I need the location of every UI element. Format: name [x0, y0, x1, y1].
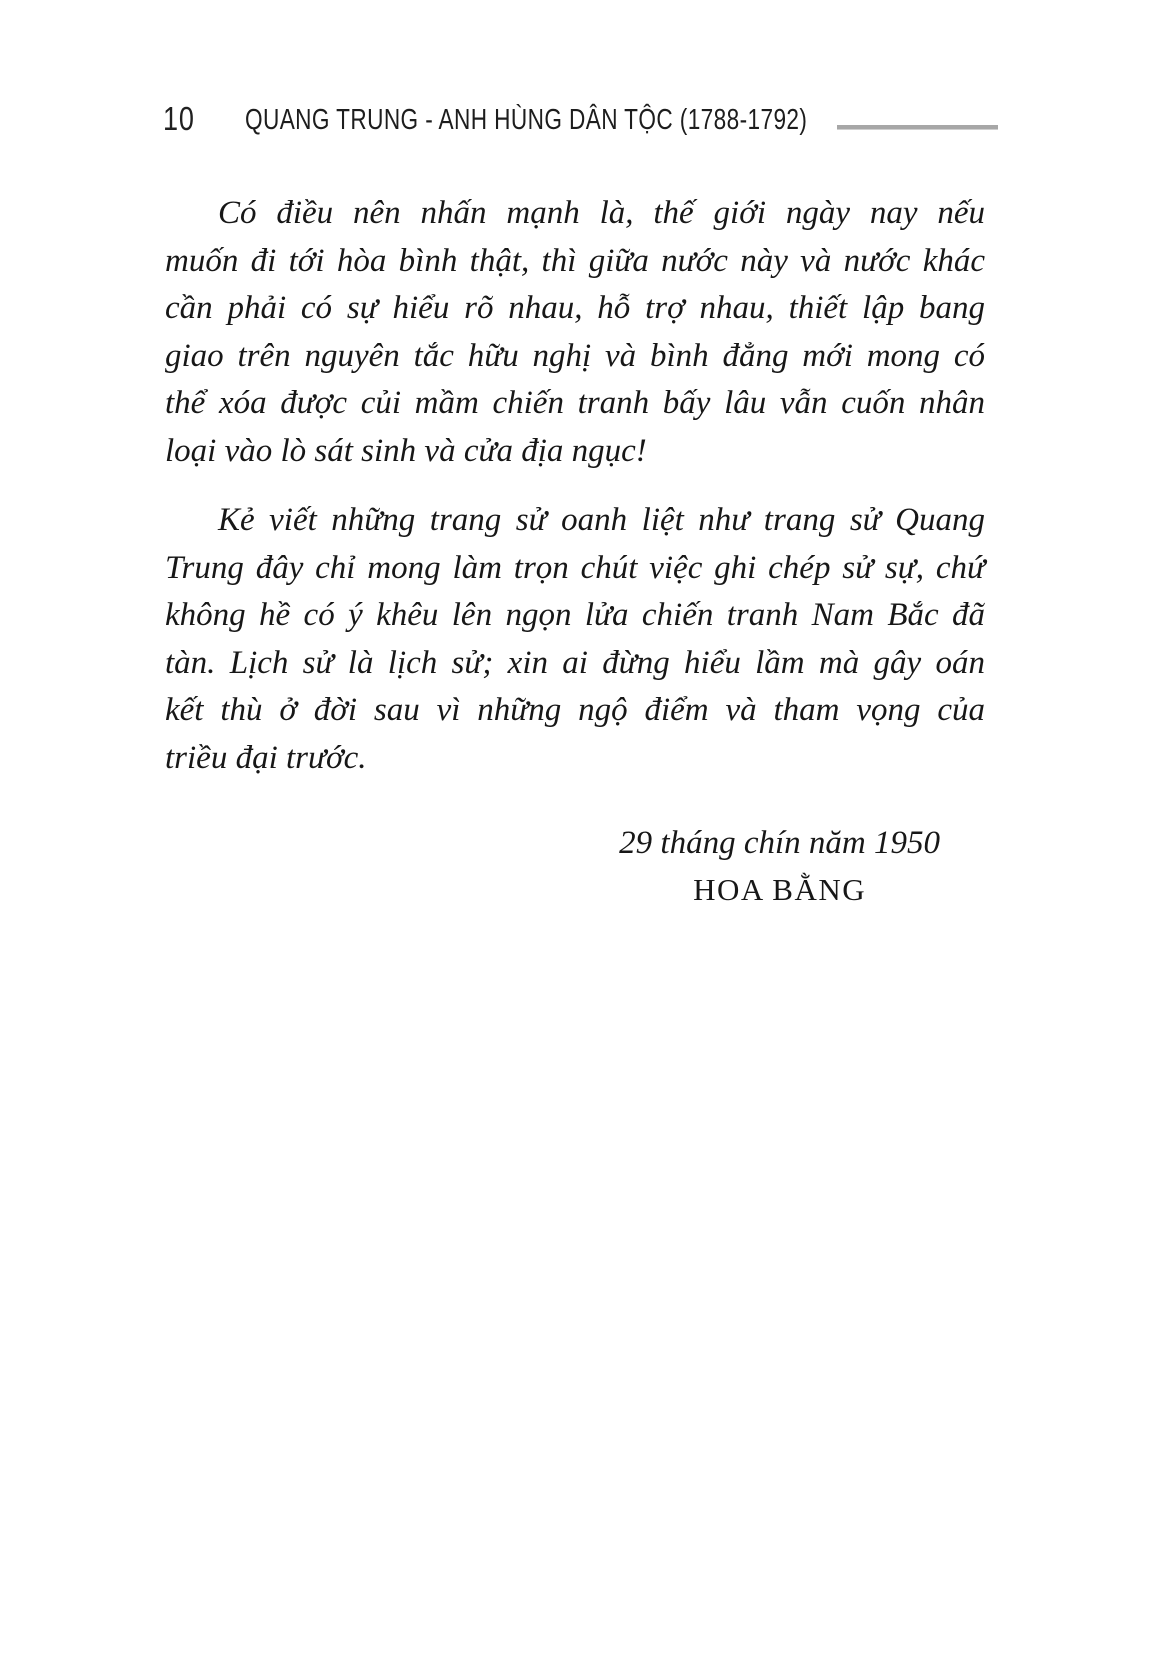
text-line: kết thù ở đời sau vì những ngộ điểm và tham vọng của — [165, 692, 985, 728]
text-line: giao trên nguyên tắc hữu nghị và bình đẳng mới mong có — [165, 337, 985, 374]
text-line: muốn đi tới hòa bình thật, thì giữa nước này và nước khác — [165, 242, 985, 279]
signature-inner — [619, 820, 940, 912]
text-line: không hề có ý khêu lên ngọn lửa chiến tranh Nam Bắc đã — [165, 597, 985, 633]
text-line: triều đại trước. — [165, 739, 367, 776]
header-rule — [837, 125, 998, 130]
text-line: Trung đây chỉ mong làm trọn chút việc ghi chép sử sự, chứ — [165, 549, 985, 586]
body-text — [165, 190, 985, 912]
text-line: loại vào lò sát sinh và cửa địa ngục! — [165, 432, 647, 469]
author-name: HOA BẰNG — [693, 872, 867, 907]
text-line: Kẻ viết những trang sử oanh liệt như trang sử Quang — [218, 502, 985, 538]
paragraph-2 — [165, 497, 985, 782]
text-line: thể xóa được củi mầm chiến tranh bấy lâu vẫn cuốn nhân — [165, 385, 985, 421]
date-line: 29 tháng chín năm 1950 — [619, 825, 940, 861]
running-header — [0, 0, 1170, 160]
text-line: Có điều nên nhấn mạnh là, thế giới ngày nay nếu — [218, 195, 985, 231]
running-title: QUANG TRUNG - ANH HÙNG DÂN TỘC (1788-1792) — [245, 104, 808, 136]
paragraph-1 — [165, 190, 985, 475]
page-number: 10 — [163, 100, 195, 137]
signature-block — [165, 820, 985, 912]
text-line: tàn. Lịch sử là lịch sử; xin ai đừng hiểu lầm mà gây oán — [165, 644, 985, 681]
text-line: cần phải có sự hiểu rõ nhau, hỗ trợ nhau, thiết lập bang — [165, 290, 985, 326]
